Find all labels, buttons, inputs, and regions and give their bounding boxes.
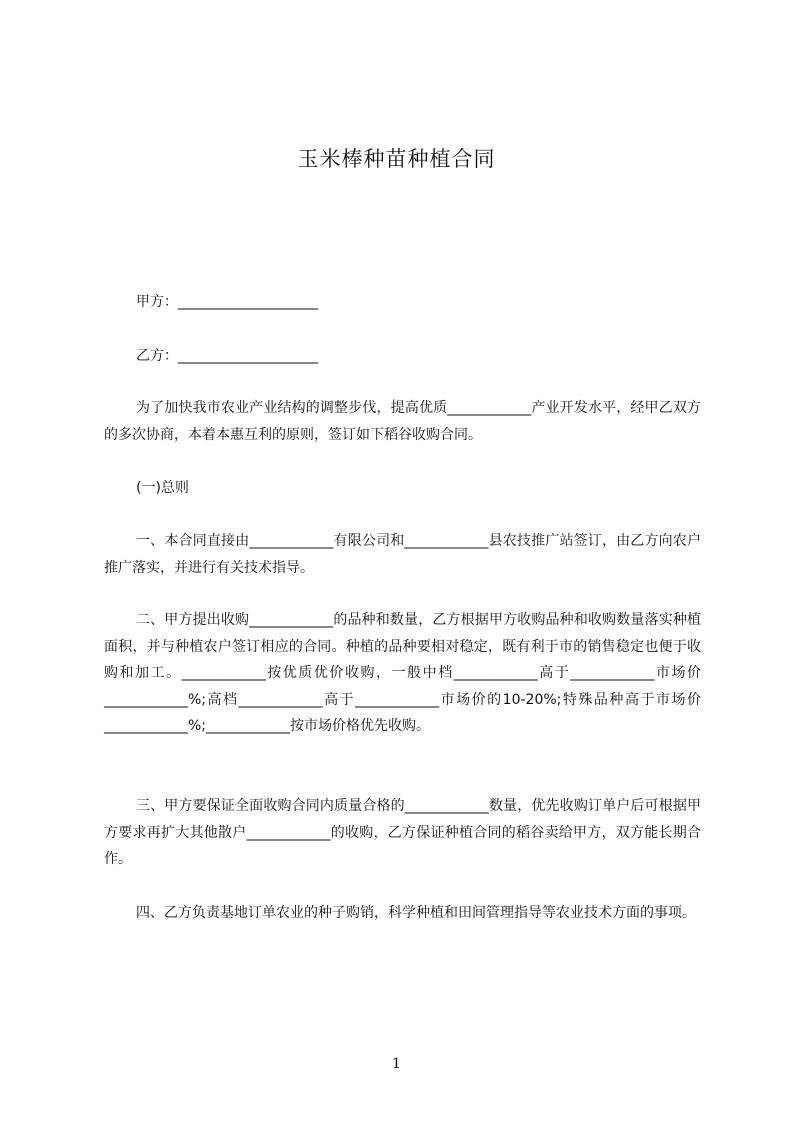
clause-3-paragraph: 三、甲方要保证全面收购合同内质量合格的____________数量，优先收购订单户后可根据甲方要求再扩大其他散户____________的收购，乙方保证种植合同的稻谷卖给甲方，双方能长期合作。 xyxy=(104,798,701,867)
page-number: 1 xyxy=(392,1056,401,1072)
party-b-line: 乙方：____________________ xyxy=(136,348,318,364)
clause-4-paragraph: 四、乙方负责基地订单农业的种子购销，科学种植和田间管理指导等农业技术方面的事项。 xyxy=(136,905,696,921)
party-a-line: 甲方：____________________ xyxy=(136,294,318,310)
document-title: 玉米棒种苗种植合同 xyxy=(297,147,496,171)
section-heading-general: (一)总则 xyxy=(136,480,189,496)
preamble-paragraph: 为了加快我市农业产业结构的调整步伐，提高优质____________产业开发水平，经甲乙双方的多次协商，本着本惠互利的原则，签订如下稻谷收购合同。 xyxy=(104,400,701,443)
clause-2-paragraph: 二、甲方提出收购____________的品种和数量，乙方根据甲方收购品种和收购数量落实种植面积，并与种植农户签订相应的合同。种植的品种要相对稳定，既有利于市的销售稳定也便于收购和加工。____________按优质优价收购，一般中档____________高于____________市场价____________%;高档____________高于____________市场价的10-20%;特殊品种高于市场价____________%;____________按市场价格优先收购。 xyxy=(104,612,701,734)
clause-1-paragraph: 一、本合同直接由____________有限公司和____________县农技推广站签订，由乙方向农户推广落实，并进行有关技术指导。 xyxy=(104,533,701,576)
